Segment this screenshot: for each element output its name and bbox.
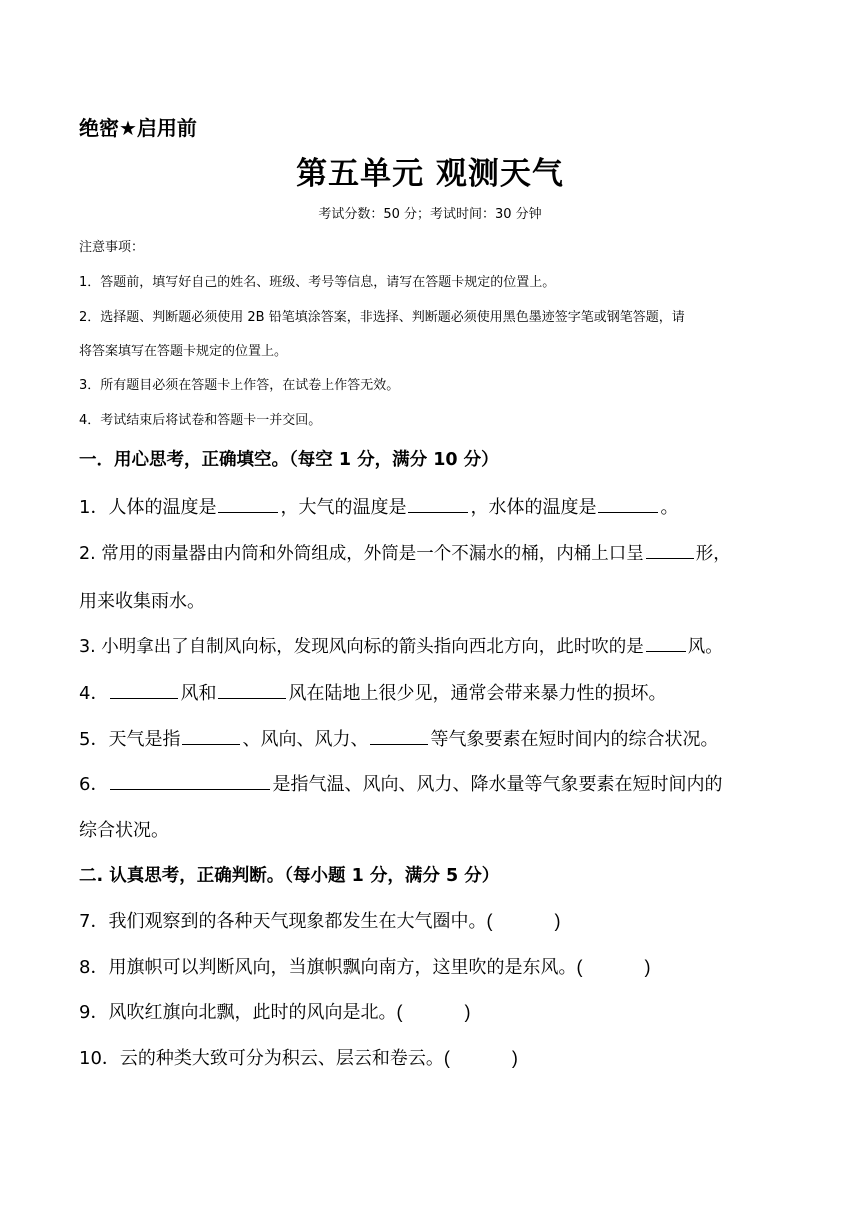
answer-blank[interactable] [110, 680, 178, 699]
question-text: 4． [79, 683, 109, 704]
question-text: ，水体的温度是 [470, 497, 597, 518]
notice-item: 3．所有题目必须在答题卡上作答，在试卷上作答无效。 [79, 378, 400, 393]
answer-paren-close: ) [554, 911, 561, 931]
answer-blank[interactable] [218, 494, 278, 513]
question-8 [79, 953, 650, 979]
page-title: 第五单元 观测天气 [296, 156, 564, 192]
question-5 [79, 725, 718, 751]
answer-blank[interactable] [110, 771, 270, 790]
answer-paren-open: ( [486, 911, 493, 931]
exam-info: 考试分数：50 分；考试时间：30 分钟 [318, 207, 542, 222]
answer-blank[interactable] [646, 540, 694, 559]
question-text: 是指气温、风向、风力、降水量等气象要素在短时间内的 [272, 774, 723, 795]
question-6 [79, 770, 722, 796]
question-6-continued: 综合状况。 [79, 820, 169, 841]
answer-paren-open: ( [443, 1048, 450, 1068]
notice-heading: 注意事项： [79, 240, 145, 255]
question-9 [79, 998, 470, 1024]
confidential-mark: 绝密★启用前 [79, 116, 197, 140]
notice-item: 将答案填写在答题卡规定的位置上。 [79, 344, 288, 359]
question-text: 9．风吹红旗向北飘，此时的风向是北。 [79, 1002, 397, 1023]
question-text: 。 [660, 497, 679, 518]
notice-item: 2．选择题、判断题必须使用 2B 铅笔填涂答案，非选择、判断题必须使用黑色墨迹签字笔或钢笔答题，请 [79, 310, 685, 325]
question-text: 5．天气是指 [79, 729, 181, 750]
answer-blank[interactable] [646, 633, 686, 652]
notice-item: 1．答题前，填写好自己的姓名、班级、考号等信息，请写在答题卡规定的位置上。 [79, 275, 556, 290]
question-text: 1．人体的温度是 [79, 497, 217, 518]
question-text: 3. 小明拿出了自制风向标，发现风向标的箭头指向西北方向，此时吹的是 [79, 637, 644, 657]
answer-paren-open: ( [576, 957, 583, 977]
question-text: 10．云的种类大致可分为积云、层云和卷云。 [79, 1048, 444, 1069]
answer-blank[interactable] [408, 494, 468, 513]
question-7 [79, 907, 560, 933]
answer-blank[interactable] [218, 680, 286, 699]
question-text: 、风向、风力、 [242, 729, 369, 750]
answer-paren-close: ) [644, 957, 651, 977]
answer-paren-close: ) [464, 1002, 471, 1022]
question-text: 8．用旗帜可以判断风向，当旗帜飘向南方，这里吹的是东风。 [79, 957, 577, 978]
answer-blank[interactable] [182, 726, 240, 745]
question-4 [79, 679, 666, 705]
question-text: 2. 常用的雨量器由内筒和外筒组成，外筒是一个不漏水的桶，内桶上口呈 [79, 544, 644, 564]
section-heading-fill-in: 一．用心思考，正确填空。（每空 1 分，满分 10 分） [79, 450, 499, 470]
question-1 [79, 493, 678, 519]
question-2-continued: 用来收集雨水。 [79, 591, 205, 612]
question-text: 风。 [687, 637, 723, 657]
section-heading-true-false: 二. 认真思考，正确判断。（每小题 1 分，满分 5 分） [79, 866, 500, 886]
notice-item: 4．考试结束后将试卷和答题卡一并交回。 [79, 413, 322, 428]
question-10 [79, 1044, 518, 1070]
answer-blank[interactable] [370, 726, 428, 745]
question-text: 风在陆地上很少见，通常会带来暴力性的损坏。 [288, 683, 667, 704]
question-text: 风和 [180, 683, 217, 704]
question-text: 6． [79, 774, 109, 795]
question-text: 形， [695, 544, 731, 564]
question-2 [79, 540, 731, 565]
answer-blank[interactable] [598, 494, 658, 513]
answer-paren-open: ( [396, 1002, 403, 1022]
question-text: ，大气的温度是 [280, 497, 407, 518]
question-text: 等气象要素在短时间内的综合状况。 [430, 729, 719, 750]
question-text: 7．我们观察到的各种天气现象都发生在大气圈中。 [79, 911, 487, 932]
answer-paren-close: ) [511, 1048, 518, 1068]
question-3 [79, 633, 723, 658]
